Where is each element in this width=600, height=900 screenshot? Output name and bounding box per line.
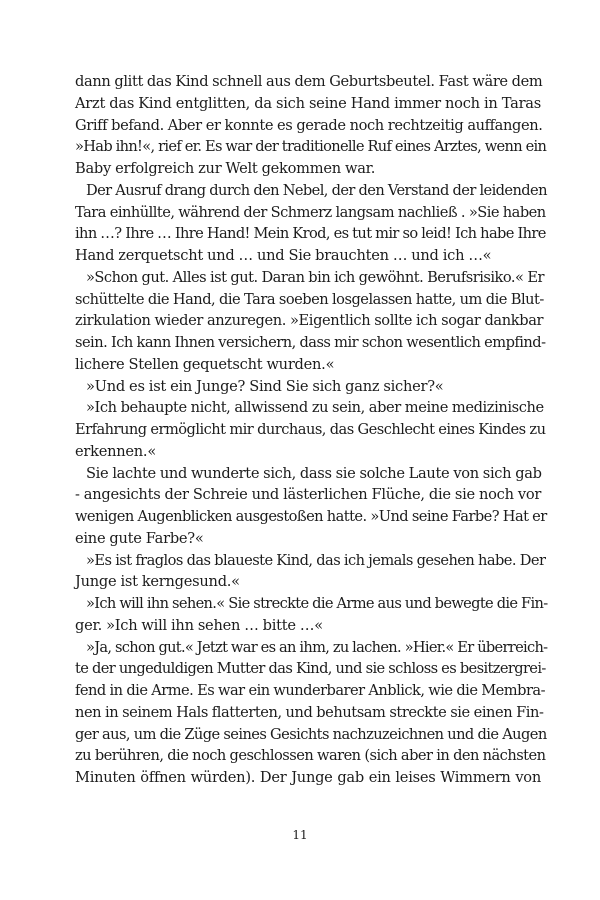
text-line: nen in seinem Hals flatterten, und behutsam streckte sie einen Fin- [75, 703, 544, 721]
text-line: ger. »Ich will ihn sehen … bitte …« [75, 616, 323, 634]
text-line: wenigen Augenblicken ausgestoßen hatte. »Und seine Farbe? Hat er [75, 508, 547, 525]
paragraph-first-line: Der Ausruf drang durch den Nebel, der den Verstand der leidenden [86, 181, 547, 199]
text-line: ger aus, um die Züge seines Gesichts nachzuzeichnen und die Augen [75, 725, 547, 743]
text-line: Erfahrung ermöglicht mir durchaus, das Geschlecht eines Kindes zu [75, 421, 546, 438]
text-line: erkennen.« [75, 442, 156, 460]
text-line: sein. Ich kann Ihnen versichern, dass mir schon wesentlich empfind- [75, 334, 546, 351]
paragraph-first-line: »Ich behaupte nicht, allwissend zu sein, aber meine medizinische [86, 399, 544, 417]
text-line: schüttelte die Hand, die Tara soeben losgelassen hatte, um die Blut- [75, 290, 544, 308]
page-body-text [75, 71, 548, 789]
text-line: zirkulation wieder anzuregen. »Eigentlich sollte ich sogar dankbar [75, 312, 544, 330]
paragraph-first-line: »Ja, schon gut.« Jetzt war es an ihm, zu lachen. »Hier.« Er überreich- [86, 638, 548, 656]
paragraph-first-line: »Und es ist ein Junge? Sind Sie sich ganz sicher?« [86, 377, 444, 395]
text-line: lichere Stellen gequetscht wurden.« [75, 355, 335, 373]
text-line: Arzt das Kind entglitten, da sich seine Hand immer noch in Taras [75, 94, 541, 112]
paragraph-first-line: »Ich will ihn sehen.« Sie streckte die Arme aus und bewegte die Fin- [86, 595, 548, 612]
text-line: Griff befand. Aber er konnte es gerade noch rechtzeitig auffangen. [75, 116, 543, 134]
text-line: eine gute Farbe?« [75, 529, 204, 547]
text-line: Baby erfolgreich zur Welt gekommen war. [75, 160, 376, 177]
page-number: 11 [292, 828, 308, 842]
paragraph-first-line: »Schon gut. Alles ist gut. Daran bin ich gewöhnt. Berufsrisiko.« Er [86, 268, 544, 286]
text-line: Tara einhüllte, während der Schmerz langsam nachließ . »Sie haben [75, 203, 546, 221]
text-line: Junge ist kerngesund.« [75, 573, 240, 591]
text-line: te der ungeduldigen Mutter das Kind, und sie schloss es besitzergrei- [75, 660, 546, 678]
text-line: dann glitt das Kind schnell aus dem Geburtsbeutel. Fast wäre dem [75, 73, 543, 90]
text-line: Hand zerquetscht und … und Sie brauchten … und ich …« [75, 247, 492, 264]
text-line: Minuten öffnen würden). Der Junge gab ein leises Wimmern von [75, 769, 541, 786]
text-line: ihn …? Ihre … Ihre Hand! Mein Krod, es tut mir so leid! Ich habe Ihre [75, 225, 546, 243]
text-line: »Hab ihn!«, rief er. Es war der traditionelle Ruf eines Arztes, wenn ein [75, 138, 547, 156]
paragraph-first-line: »Es ist fraglos das blaueste Kind, das ich jemals gesehen habe. Der [86, 551, 546, 569]
text-line: - angesichts der Schreie und lästerlichen Flüche, die sie noch vor [75, 486, 542, 504]
text-line: zu berühren, die noch geschlossen waren (sich aber in den nächsten [75, 747, 546, 765]
paragraph-first-line: Sie lachte und wunderte sich, dass sie solche Laute von sich gab [86, 464, 542, 482]
text-line: fend in die Arme. Es war ein wunderbarer Anblick, wie die Membra- [75, 682, 545, 699]
